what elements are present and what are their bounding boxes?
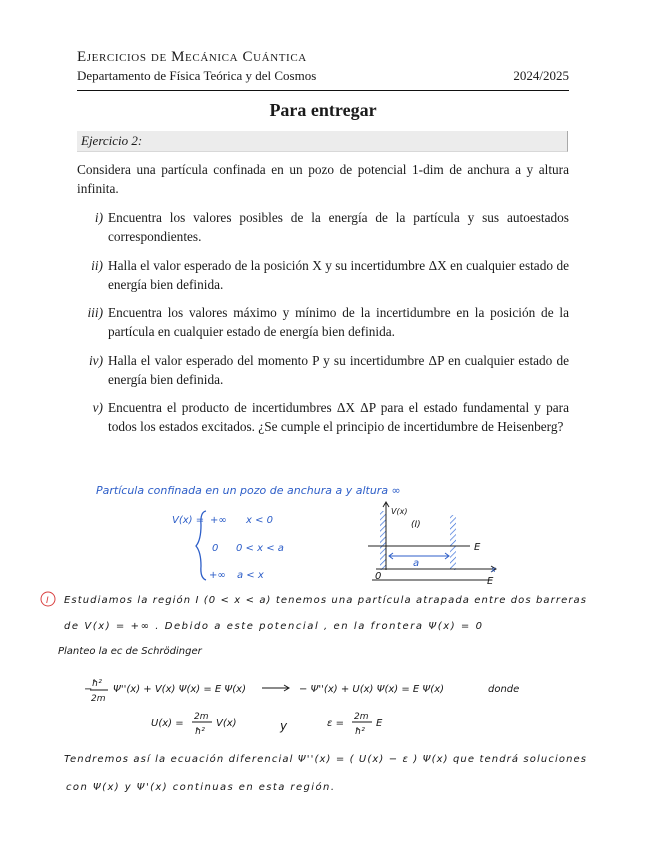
course-title: Ejercicios de Mecánica Cuántica [77,49,307,65]
handwritten-line-2: de V(x) = +∞ . Debido a este potencial , en la frontera Ψ(x) = 0 [64,621,482,632]
academic-year: 2024/2025 [513,68,569,83]
eq2-eps: ε = [327,718,344,729]
diagram-energy-label: E [487,576,494,587]
item-number: iv) [88,352,103,368]
diagram-energy-label: E [474,542,481,553]
potential-lhs: V(x) = [172,515,205,526]
schrodinger-equation [84,679,519,704]
item-number: v) [92,400,103,415]
exercise-intro: Considera una partícula confinada en un pozo de potencial 1-dim de anchura a y altura infinita. [77,162,569,196]
item-text: Encuentra los valores posibles de la energía de la partícula y sus autoestados correspondientes. [108,210,569,244]
eq1-donde: donde [488,684,520,695]
section-title: Para entregar [269,100,377,120]
potential-definition [172,511,284,581]
item-text: Encuentra los valores máximo y mínimo de la incertidumbre en la posición de la partícula en cualquier estado de energía bien definida. [108,305,569,339]
department-name: Departamento de Física Teórica y del Cosmos [77,68,317,83]
eq1-2m: 2m [91,694,106,704]
eq2-den: ħ² [355,727,365,737]
item-number: iii) [87,305,103,320]
circled-number: I [46,596,49,606]
eq2-u: U(x) = [151,718,184,729]
diagram-region-label: (I) [411,520,421,530]
eq2-uend: V(x) [216,718,237,729]
eq2-den: ħ² [195,727,205,737]
handwritten-line-3: Planteo la ec de Schrödinger [58,646,202,657]
item-number: i) [94,210,103,225]
eq2-y: y [280,719,288,733]
eq1-hbar: ħ² [92,679,102,689]
eq2-eend: E [376,718,383,729]
definitions-equation [151,712,383,737]
right-barrier [450,515,456,570]
case-value: +∞ [210,515,227,526]
diagram-origin-label: 0 [375,571,382,582]
handwritten-line-5: con Ψ(x) y Ψ'(x) continuas en esta región. [66,782,334,793]
case-condition: x < 0 [246,515,274,526]
diagram-width-label: a [413,558,420,569]
left-barrier [380,511,386,570]
item-text: Halla el valor esperado de la posición X y su incertidumbre ΔX en cualquier estado de energía bien definida. [108,257,569,292]
item-text: Encuentra el producto de incertidumbres ΔX ΔP para el estado fundamental y para todos los estados excitados. ¿Se cumple el principio de incertidumbre de Heisenberg? [108,400,569,434]
eq2-num: 2m [354,712,369,722]
eq1-lhs: Ψ''(x) + V(x) Ψ(x) = E Ψ(x) [113,684,246,695]
case-condition: 0 < x < a [236,543,284,554]
diagram-y-label: V(x) [391,507,408,516]
handwritten-title: Partícula confinada en un pozo de anchura a y altura ∞ [96,484,401,497]
infinite-well-diagram [368,502,496,587]
diagram-x-label: x [491,565,496,574]
eq2-num: 2m [194,712,209,722]
eq1-minus: − [84,684,93,695]
handwritten-line-4: Tendremos así la ecuación diferencial Ψ''(x) = ( U(x) − ε ) Ψ(x) que tendrá soluciones [64,754,586,765]
item-text: Halla el valor esperado del momento P y su incertidumbre ΔP en cualquier estado de energía bien definida. [108,352,569,387]
item-number: ii) [91,257,103,273]
case-value: 0 [212,543,219,554]
eq1-rhs: − Ψ''(x) + U(x) Ψ(x) = E Ψ(x) [299,684,445,695]
handwritten-line-1: Estudiamos la región I (0 < x < a) tenemos una partícula atrapada entre dos barreras [64,595,586,606]
exercise-label: Ejercicio 2: [81,133,143,148]
case-value: +∞ [209,570,226,581]
case-condition: a < x [237,570,264,581]
